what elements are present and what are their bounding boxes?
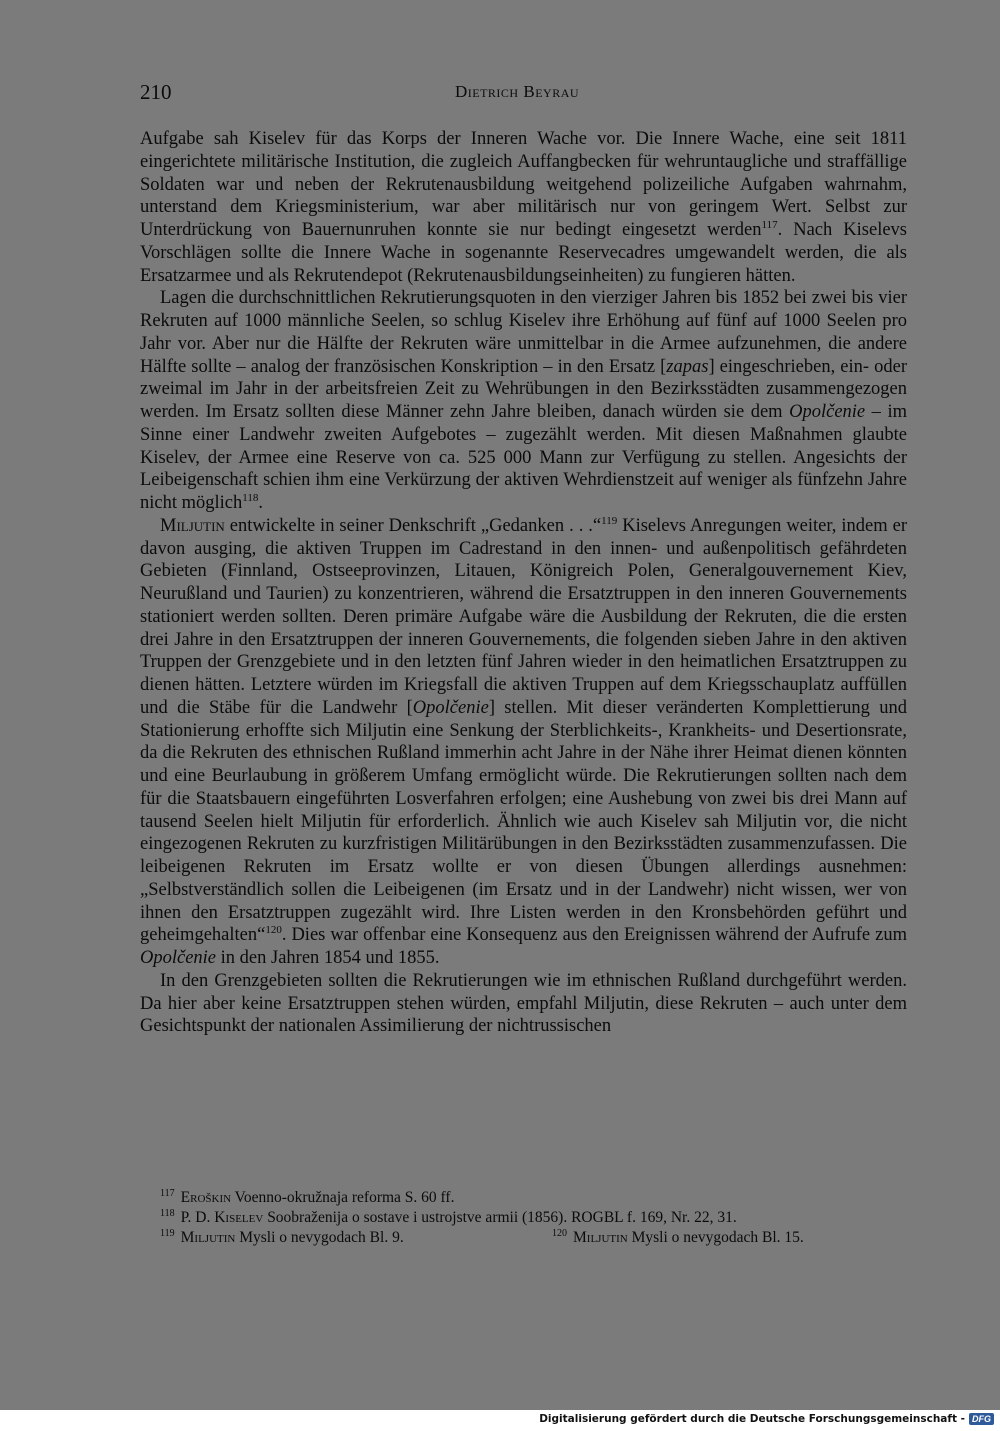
running-head: Dietrich Beyrau (455, 82, 580, 101)
paragraph: In den Grenzgebieten sollten die Rekrutierungen wie im ethnischen Rußland durchgeführt werden. Da hier aber keine Ersatztruppen stehen würden, empfahl Miljutin, diese Rekruten – auch unter dem Gesichtspunkt der nationalen Assimilierung der nichtrussischen (140, 970, 907, 1037)
footnotes (160, 1188, 900, 1248)
dfg-logo: DFG (969, 1413, 994, 1425)
footnote-120: $^{120}$ Miljutin Mysli o nevygodach Bl. 15. (552, 1228, 804, 1246)
page-number: 210 (140, 80, 172, 104)
paragraph: Miljutin entwickelte in seiner Denkschrift „Gedanken . . .“$^{119}$ Kiselevs Anregungen weiter, indem er davon ausging, die aktiven Truppen im Cadrestand in den innen- und außenpolitisch gefährdeten Gebieten (Finnland, Ostseeprovinzen, Litauen, Königreich Polen, Generalgouvernement Kiev, Neurußland und Taurien) zu konzentrieren, während die Ersatztruppen in den inneren Gouvernements stationiert werden sollten. Deren primäre Aufgabe wäre die Ausbildung der Rekruten, die die ersten drei Jahre in den Ersatztruppen der inneren Gouvernements, die folgenden sieben Jahre in den aktiven Truppen der Grenzgebiete und in den letzten fünf Jahren wieder in den heimatlichen Ersatztruppen zu dienen hätten. Letztere würden im Kriegsfall die aktiven Truppen auf dem Kriegsschauplatz auffüllen und die Stäbe für die Landwehr [Opolčenie] stellen. Mit dieser veränderten Komplettierung und Stationierung erhoffte sich Miljutin eine Senkung der Sterblichkeits-, Krankheits- und Desertionsrate, da die Rekruten des ethnischen Rußland immerhin acht Jahre in der Nähe ihrer Heimat dienen könnten und eine Beurlaubung in größerem Umfang ermöglicht würde. Die Rekrutierungen sollten nach dem für die Staatsbauern eingeführten Losverfahren erfolgen; eine Aushebung von zwei bis drei Mann auf tausend Seelen hielt Miljutin für erforderlich. Ähnlich wie auch Kiselev sah Miljutin vor, die nicht eingezogenen Rekruten zu kurzfristigen Militärübungen in den Bezirksstädten zusammenzufassen. Die leibeigenen Rekruten im Ersatz wollte er von diesen Übungen allerdings ausnehmen: „Selbstverständlich sollen die Leibeigenen (im Ersatz und in der Landwehr) nicht wissen, wer von ihnen den Ersatztruppen zugezählt wird. Ihre Listen werden in den Kronsbehörden geführt und geheimgehalten“$^{120}$. Dies war offenbar eine Konsequenz aus den Ereignissen während der Aufrufe zum Opolčenie in den Jahren 1854 und 1855. (140, 514, 907, 968)
footnote-117: $^{117}$ Eroškin Voenno-okružnaja reforma S. 60 ff. (160, 1188, 455, 1206)
footnote-row (160, 1228, 900, 1248)
footnote-119: $^{119}$ Miljutin Mysli o nevygodach Bl. 9. (160, 1228, 404, 1246)
paragraph: Aufgabe sah Kiselev für das Korps der Inneren Wache vor. Die Innere Wache, eine seit 1811 eingerichtete militärische Institution, die zugleich Auffangbecken für wehruntaugliche und straffällige Soldaten war und neben der Rekrutenausbildung weitgehend polizeiliche Aufgaben wahrnahm, unterstand dem Kriegsministerium, war aber militärisch nur von geringem Wert. Selbst zur Unterdrückung von Bauernunruhen konnte sie nur bedingt eingesetzt werden$^{117}$. Nach Kiselevs Vorschlägen sollte die Innere Wache in sogenannte Reservecadres umgewandelt werden, die als Ersatzarmee und als Rekrutendepot (Rekrutenausbildungseinheiten) zu fungieren hätten. (140, 129, 908, 286)
footnote-118: $^{118}$ P. D. Kiselev Soobraženija o sostave i ustrojstve armii (1856). ROGBL f. 169, Nr. 22, 31. (160, 1208, 737, 1226)
paragraph: Lagen die durchschnittlichen Rekrutierungsquoten in den vierziger Jahren bis 1852 bei zwei bis vier Rekruten auf 1000 männliche Seelen, so schlug Kiselev ihre Erhöhung auf fünf auf 1000 Seelen pro Jahr vor. Aber nur die Hälfte der Rekruten wäre unmittelbar in die Armee aufzunehmen, die andere Hälfte sollte – analog der französischen Konskription – in den Ersatz [zapas] eingeschrieben, ein- oder zweimal im Jahr in der arbeitsfreien Zeit zu Wehrübungen in den Bezirksstädten zusammengezogen werden. Im Ersatz sollten diese Männer zehn Jahre bleiben, danach würden sie dem Opolčenie – im Sinne einer Landwehr zweiten Aufgebotes – zugezählt werden. Mit diesen Maßnahmen glaubte Kiselev, der Armee eine Reserve von ca. 525 000 Mann zur Verfügung zu stellen. Angesichts der Leibeigenschaft schien ihm eine Verkürzung der aktiven Wehrdienstzeit auf weniger als fünfzehn Jahre nicht möglich$^{118}$. (140, 288, 908, 513)
digitization-credit (539, 1413, 994, 1425)
body-text (140, 128, 907, 1038)
page-header (140, 80, 915, 110)
credit-text: Digitalisierung gefördert durch die Deutsche Forschungsgemeinschaft - (539, 1413, 965, 1425)
